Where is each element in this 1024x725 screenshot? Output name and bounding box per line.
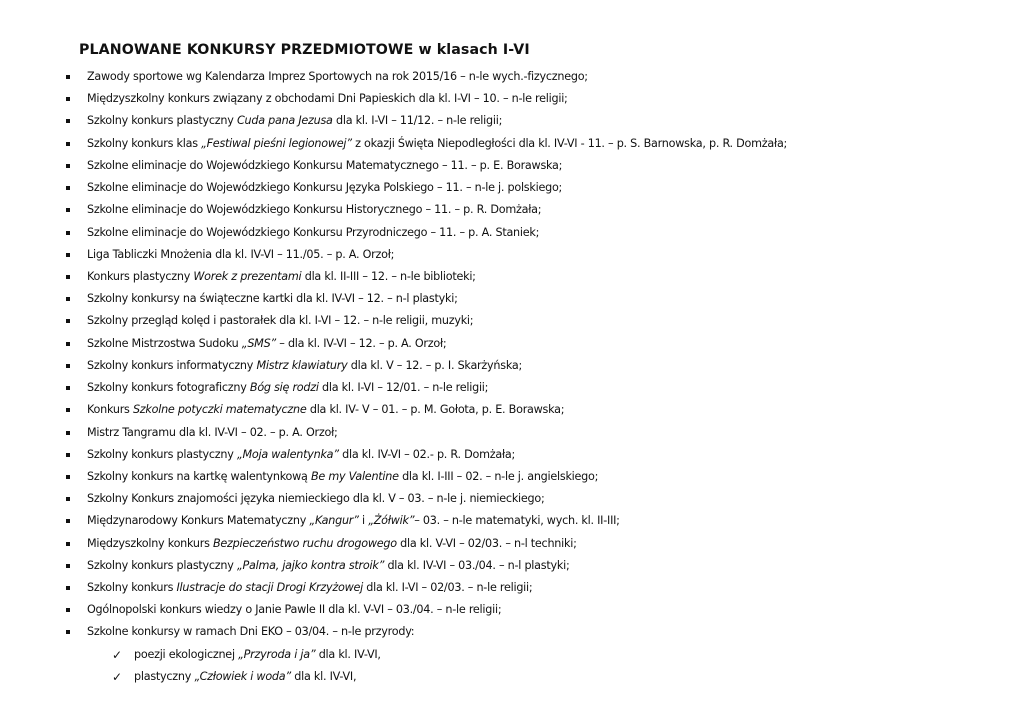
- list-item: [0, 355, 1024, 377]
- italic-title: Ilustracje do stacji Drogi Krzyżowej: [176, 581, 363, 595]
- italic-title: Mistrz klawiatury: [256, 358, 348, 372]
- list-item-text: [87, 177, 562, 199]
- text-segment: Konkurs: [87, 403, 133, 417]
- square-bullet-icon: [66, 497, 70, 501]
- list-item-text: [87, 199, 541, 221]
- sub-list-item: [0, 666, 1024, 688]
- square-bullet-icon: [66, 297, 70, 301]
- square-bullet-icon: [66, 253, 70, 257]
- text-segment: Szkolny konkurs: [87, 581, 177, 595]
- text-segment: Szkolne konkursy w ramach Dni EKO – 03/04. – n-le przyrody:: [87, 625, 415, 639]
- text-segment: Szkolne eliminacje do Wojewódzkiego Konkursu Historycznego – 11. – p. R. Domżała;: [87, 203, 542, 217]
- checkmark-icon: ✓: [112, 669, 122, 684]
- italic-title: Bóg się rodzi: [249, 381, 319, 395]
- square-bullet-icon: [66, 75, 70, 79]
- list-item-text: [87, 288, 458, 310]
- sub-list-item: [0, 644, 1024, 666]
- text-segment: dla kl. I-VI – 02/03. – n-le religii;: [362, 581, 533, 595]
- italic-title: Cuda pana Jezusa: [236, 114, 333, 128]
- text-segment: Szkolny konkurs informatyczny: [87, 358, 257, 372]
- list-item: [0, 66, 1024, 88]
- text-segment: Zawody sportowe wg Kalendarza Imprez Sportowych na rok 2015/16 – n-le wych.-fizycznego;: [87, 70, 588, 83]
- list-item-text: [87, 110, 502, 132]
- list-item-text: [87, 466, 598, 488]
- text-segment: dla kl. I-VI – 12/01. – n-le religii;: [318, 381, 489, 395]
- text-segment: dla kl. IV-VI – 02.- p. R. Domżała;: [338, 447, 516, 461]
- text-segment: Szkolny konkursy na świąteczne kartki dla kl. IV-VI – 12. – n-l plastyki;: [87, 292, 458, 306]
- list-item: [0, 333, 1024, 355]
- text-segment: Międzynarodowy Konkurs Matematyczny: [87, 514, 310, 528]
- italic-title: „Żółwik”: [368, 514, 415, 528]
- list-item-text: [87, 377, 488, 399]
- list-item-text: [87, 422, 338, 444]
- list-item-text: [87, 621, 414, 643]
- list-item-text: [87, 510, 620, 532]
- competition-list: [0, 66, 1024, 688]
- square-bullet-icon: [66, 608, 70, 612]
- list-item-text: [87, 133, 787, 155]
- text-segment: Szkolny konkurs fotograficzny: [87, 381, 250, 395]
- square-bullet-icon: [66, 319, 70, 323]
- text-segment: dla kl. IV-VI – 03./04. – n-l plastyki;: [384, 558, 570, 572]
- text-segment: Międzyszkolny konkurs: [87, 536, 213, 550]
- list-item-text: [87, 155, 562, 177]
- text-segment: dla kl. IV-VI,: [290, 669, 357, 683]
- italic-title: „Palma, jajko kontra stroik”: [236, 558, 385, 572]
- list-item: [0, 510, 1024, 532]
- list-item: [0, 310, 1024, 332]
- list-item: [0, 288, 1024, 310]
- list-item: [0, 133, 1024, 155]
- text-segment: dla kl. I-III – 02. – n-le j. angielskiego;: [398, 469, 599, 483]
- italic-title: Worek z prezentami: [193, 269, 302, 283]
- list-item: [0, 399, 1024, 421]
- square-bullet-icon: [66, 564, 70, 568]
- list-item-text: [87, 333, 446, 355]
- list-item: [0, 488, 1024, 510]
- list-item-text: [87, 310, 473, 332]
- text-segment: Szkolny konkurs plastyczny: [87, 114, 237, 128]
- square-bullet-icon: [66, 453, 70, 457]
- text-segment: dla kl. I-VI – 11/12. – n-le religii;: [332, 114, 503, 128]
- list-item: [0, 155, 1024, 177]
- text-segment: Szkolne Mistrzostwa Sudoku: [87, 336, 242, 350]
- list-item-text: [87, 266, 476, 288]
- square-bullet-icon: [66, 364, 70, 368]
- list-item: [0, 444, 1024, 466]
- list-item-text: [87, 244, 394, 266]
- italic-title: Szkolne potyczki matematyczne: [132, 403, 307, 417]
- list-item-text: [87, 444, 515, 466]
- text-segment: dla kl. IV- V – 01. – p. M. Gołota, p. E. Borawska;: [306, 403, 565, 417]
- square-bullet-icon: [66, 586, 70, 590]
- text-segment: dla kl. II-III – 12. – n-le biblioteki;: [301, 269, 476, 283]
- list-item-text: [134, 644, 381, 666]
- square-bullet-icon: [66, 97, 70, 101]
- text-segment: Szkolny konkurs klas: [87, 136, 202, 150]
- list-item: [0, 110, 1024, 132]
- text-segment: Międzyszkolny konkurs związany z obchodami Dni Papieskich dla kl. I-VI – 10. – n-le religii;: [87, 92, 568, 106]
- text-segment: Konkurs plastyczny: [87, 269, 194, 283]
- list-item-text: [87, 88, 568, 110]
- text-segment: Szkolne eliminacje do Wojewódzkiego Konkursu Języka Polskiego – 11. – n-le j. polskiego;: [87, 181, 563, 195]
- list-item: [0, 222, 1024, 244]
- text-segment: dla kl. IV-VI,: [315, 647, 381, 661]
- text-segment: Szkolne eliminacje do Wojewódzkiego Konkursu Przyrodniczego – 11. – p. A. Staniek;: [87, 225, 540, 239]
- square-bullet-icon: [66, 386, 70, 390]
- italic-title: „Festiwal pieśni legionowej”: [201, 136, 352, 150]
- list-item-text: [87, 399, 564, 421]
- square-bullet-icon: [66, 630, 70, 634]
- italic-title: Be my Valentine: [310, 469, 399, 483]
- list-item: [0, 88, 1024, 110]
- text-segment: Liga Tabliczki Mnożenia dla kl. IV-VI – 11./05. – p. A. Orzoł;: [87, 247, 395, 261]
- text-segment: poezji ekologicznej: [134, 647, 239, 661]
- italic-title: „SMS”: [241, 336, 276, 350]
- square-bullet-icon: [66, 208, 70, 212]
- text-segment: z okazji Święta Niepodległości dla kl. IV-VI - 11. – p. S. Barnowska, p. R. Domżała;: [351, 136, 788, 150]
- list-item: [0, 466, 1024, 488]
- text-segment: Szkolny konkurs na kartkę walentynkową: [87, 469, 311, 483]
- list-item-text: [87, 577, 532, 599]
- square-bullet-icon: [66, 431, 70, 435]
- square-bullet-icon: [66, 231, 70, 235]
- text-segment: Mistrz Tangramu dla kl. IV-VI – 02. – p. A. Orzoł;: [87, 425, 338, 439]
- list-item-text: [87, 488, 545, 510]
- text-segment: Szkolne eliminacje do Wojewódzkiego Konkursu Matematycznego – 11. – p. E. Borawska;: [87, 158, 563, 172]
- checkmark-icon: ✓: [112, 647, 122, 662]
- italic-title: „Człowiek i woda”: [194, 669, 291, 683]
- text-segment: i: [358, 514, 369, 528]
- list-item: [0, 533, 1024, 555]
- square-bullet-icon: [66, 142, 70, 146]
- text-segment: plastyczny: [134, 669, 195, 683]
- square-bullet-icon: [66, 119, 70, 123]
- text-segment: Ogólnopolski konkurs wiedzy o Janie Pawle II dla kl. V-VI – 03./04. – n-le religii;: [87, 603, 502, 617]
- square-bullet-icon: [66, 408, 70, 412]
- text-segment: dla kl. V – 12. – p. I. Skarżyńska;: [347, 358, 522, 372]
- text-segment: Szkolny konkurs plastyczny: [87, 558, 237, 572]
- list-item: [0, 244, 1024, 266]
- text-segment: Szkolny Konkurs znajomości języka niemieckiego dla kl. V – 03. – n-le j. niemieckiego;: [87, 492, 545, 506]
- list-item: [0, 555, 1024, 577]
- italic-title: „Kangur”: [309, 514, 359, 528]
- list-item-text: [87, 599, 501, 621]
- list-item: [0, 577, 1024, 599]
- list-item: [0, 621, 1024, 643]
- list-item-text: [87, 66, 588, 88]
- italic-title: „Moja walentynka”: [236, 447, 339, 461]
- list-item-text: [87, 555, 569, 577]
- list-item: [0, 599, 1024, 621]
- page-title: PLANOWANE KONKURSY PRZEDMIOTOWE w klasach I-VI: [79, 42, 530, 58]
- square-bullet-icon: [66, 164, 70, 168]
- list-item: [0, 177, 1024, 199]
- italic-title: „Przyroda i ja”: [238, 647, 316, 661]
- italic-title: Bezpieczeństwo ruchu drogowego: [212, 536, 397, 550]
- square-bullet-icon: [66, 186, 70, 190]
- text-segment: – dla kl. IV-VI – 12. – p. A. Orzoł;: [275, 336, 447, 350]
- list-item: [0, 422, 1024, 444]
- list-item-text: [134, 666, 356, 688]
- square-bullet-icon: [66, 519, 70, 523]
- list-item-text: [87, 533, 577, 555]
- list-item: [0, 199, 1024, 221]
- text-segment: Szkolny konkurs plastyczny: [87, 447, 237, 461]
- square-bullet-icon: [66, 542, 70, 546]
- list-item-text: [87, 355, 522, 377]
- list-item-text: [87, 222, 539, 244]
- square-bullet-icon: [66, 275, 70, 279]
- square-bullet-icon: [66, 342, 70, 346]
- list-item: [0, 377, 1024, 399]
- text-segment: Szkolny przegląd kolęd i pastorałek dla kl. I-VI – 12. – n-le religii, muzyki;: [87, 314, 474, 328]
- square-bullet-icon: [66, 475, 70, 479]
- text-segment: dla kl. V-VI – 02/03. – n-l techniki;: [396, 536, 577, 550]
- text-segment: – 03. – n-le matematyki, wych. kl. II-III;: [414, 514, 620, 528]
- list-item: [0, 266, 1024, 288]
